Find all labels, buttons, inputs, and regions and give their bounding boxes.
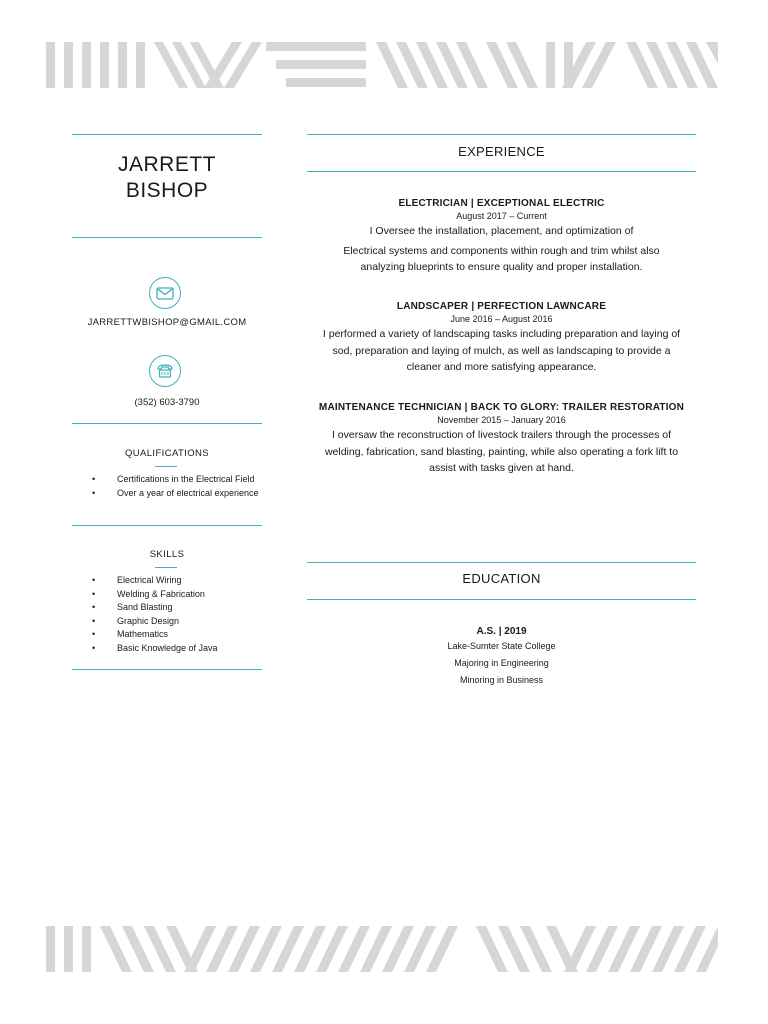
- list-item: • Sand Blasting: [92, 601, 264, 615]
- list-item: • Graphic Design: [92, 615, 264, 629]
- phone-number[interactable]: (352) 603-3790: [134, 397, 200, 408]
- list-item: • Welding & Fabrication: [92, 588, 264, 602]
- major: Majoring in Engineering: [454, 658, 549, 668]
- job-description-line: I performed a variety of landscaping tasks including preparation and laying of: [322, 328, 681, 340]
- bottom-pattern-band: [46, 926, 718, 972]
- list-item: • Over a year of electrical experience: [92, 487, 264, 501]
- last-name: BISHOP: [125, 179, 209, 202]
- job-description-line: sod, preparation and laying of mulch, as well as landscaping to provide a: [332, 344, 671, 357]
- experience-heading: EXPERIENCE: [458, 144, 545, 159]
- job-description-line: I oversaw the reconstruction of livestock trailers through the processes of: [331, 429, 672, 441]
- skills-list: [92, 574, 264, 655]
- skills-heading: SKILLS: [149, 549, 185, 560]
- job-description-line: cleaner and more satisfying appearance.: [406, 361, 597, 373]
- job-title: LANDSCAPER | PERFECTION LAWNCARE: [396, 301, 607, 312]
- job-description: [307, 223, 696, 276]
- candidate-name: [72, 152, 262, 204]
- envelope-icon: [149, 277, 181, 309]
- school-name: Lake-Sumter State College: [447, 641, 556, 651]
- qualifications-heading: QUALIFICATIONS: [124, 448, 210, 459]
- job-dates: August 2017 – Current: [456, 211, 547, 221]
- qualifications-underline: [155, 466, 177, 467]
- experience-bottom-divider: [307, 171, 696, 172]
- list-item: • Basic Knowledge of Java: [92, 642, 264, 656]
- job-entry-electrician: [307, 197, 696, 276]
- list-item: • Electrical Wiring: [92, 574, 264, 588]
- job-description: [307, 427, 696, 477]
- job-dates: June 2016 – August 2016: [450, 314, 553, 324]
- job-title: ELECTRICIAN | EXCEPTIONAL ELECTRIC: [398, 198, 605, 209]
- job-description-line: analyzing blueprints to ensure quality and proper installation.: [360, 261, 643, 273]
- contact-divider: [72, 423, 262, 424]
- email-address[interactable]: JARRETTWBISHOP@GMAIL.COM: [87, 317, 247, 328]
- name-bottom-divider: [72, 237, 262, 238]
- job-title: MAINTENANCE TECHNICIAN | BACK TO GLORY: TRAILER RESTORATION: [318, 402, 685, 413]
- telephone-icon: [149, 355, 181, 387]
- job-entry-landscaper: [307, 300, 696, 376]
- job-description: [307, 326, 696, 376]
- experience-top-divider: [307, 134, 696, 135]
- qualifications-divider: [72, 525, 262, 526]
- education-bottom-divider: [307, 599, 696, 600]
- job-description-line: assist with tasks given at hand.: [429, 462, 574, 474]
- minor: Minoring in Business: [459, 675, 544, 685]
- job-dates: November 2015 – January 2016: [437, 415, 566, 425]
- list-item: • Certifications in the Electrical Field: [92, 473, 264, 487]
- first-name: JARRETT: [118, 153, 216, 176]
- skills-divider: [72, 669, 262, 670]
- job-entry-maintenance-technician: [307, 401, 696, 477]
- education-top-divider: [307, 562, 696, 563]
- qualifications-list: [92, 473, 264, 500]
- name-top-divider: [72, 134, 262, 135]
- list-item: • Mathematics: [92, 628, 264, 642]
- top-pattern-band: [46, 42, 718, 88]
- job-description-line: I Oversee the installation, placement, and optimization of: [369, 225, 634, 237]
- education-heading: EDUCATION: [462, 571, 541, 586]
- job-description-line: welding, fabrication, sand blasting, painting, while also operating a fork lift to: [324, 445, 679, 458]
- degree: A.S. | 2019: [476, 626, 527, 637]
- education-entry: [307, 625, 696, 689]
- skills-underline: [155, 567, 177, 568]
- job-description-line: Electrical systems and components within rough and trim whilst also: [343, 244, 660, 257]
